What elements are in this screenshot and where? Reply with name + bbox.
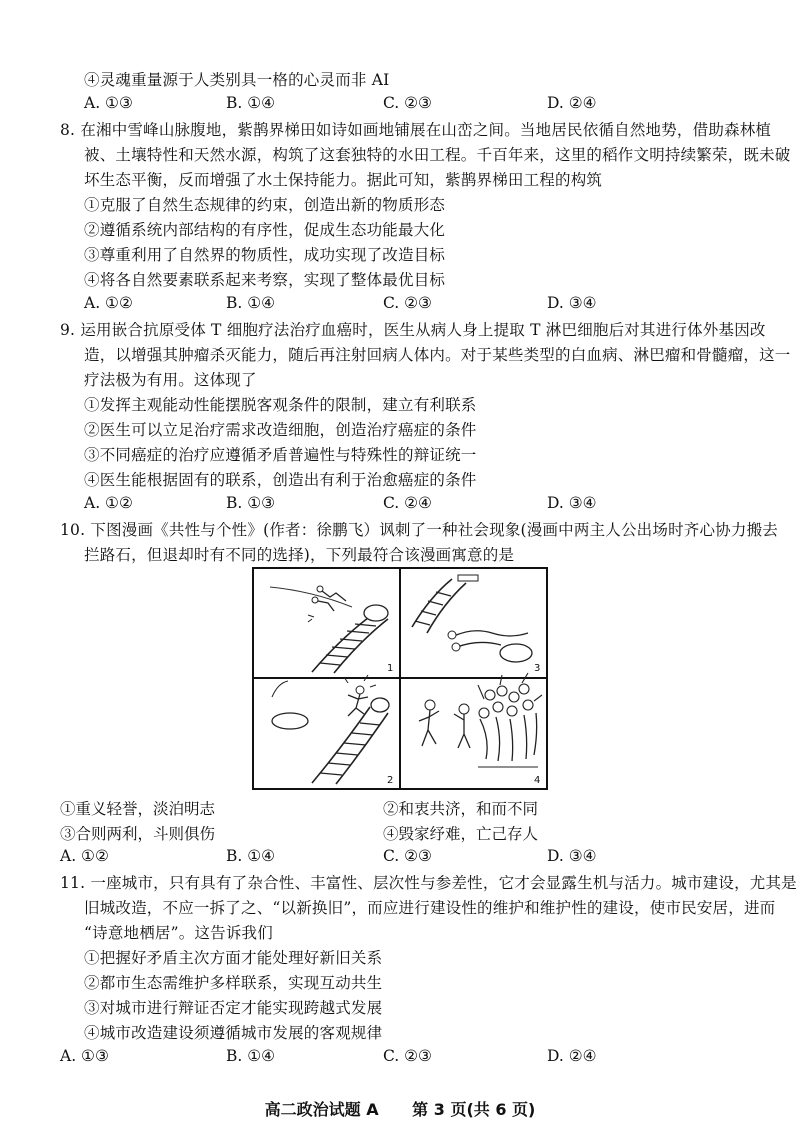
q10-option-4: ④毁家纾难，亡己存人 [383,825,539,843]
q8-choice-c: C. ②③ [383,294,432,312]
q9-option-1: ①发挥主观能动性能摆脱客观条件的限制，建立有利联系 [84,396,477,414]
q10-option-3: ③合则两利，斗则俱伤 [60,825,216,843]
comic-strip [252,567,548,790]
q10-choices [0,847,800,869]
q8-choice-b: B. ①④ [226,294,276,312]
q9-choice-a: A. ①② [84,494,133,512]
q11-stem-line-3: “诗意地栖居”。这告诉我们 [84,924,273,942]
q9-option-3: ③不同癌症的治疗应遵循矛盾普遍性与特殊性的辩证统一 [84,446,477,464]
q11-stem-line-2: 旧城改造，不应一拆了之、“以新换旧”，而应进行建设性的维护和维护性的建设，使市民安居，进而 [84,899,776,917]
q11-choices [0,1047,800,1069]
q8-option-3: ③尊重利用了自然界的物质性，成功实现了改造目标 [84,246,446,264]
page-footer [0,1097,800,1120]
q7-choice-d: D. ②④ [547,94,597,112]
q10-choice-c: C. ②③ [383,847,432,865]
q9-option-4: ④医生能根据固有的联系，创造出有利于治愈癌症的条件 [84,471,477,489]
q11-choice-a: A. ①③ [60,1047,109,1065]
q11-option-1: ①把握好矛盾主次方面才能处理好新旧关系 [84,949,383,967]
q9-stem-line-1: 9. 运用嵌合抗原受体 T 细胞疗法治疗血癌时，医生从病人身上提取 T 淋巴细胞后对其进行体外基因改 [60,321,766,339]
q9-stem-line-2: 造，以增强其肿瘤杀灭能力，随后再注射回病人体内。对于某些类型的白血病、淋巴瘤和骨髓瘤，这一 [84,346,791,364]
footer-title: 高二政治试题 A [264,1100,379,1119]
q9-option-2: ②医生可以立足治疗需求改造细胞，创造治疗癌症的条件 [84,421,477,439]
q11-stem-line-1: 11. 一座城市，只有具有了杂合性、丰富性、层次性与参差性，它才会显露生机与活力。城市建设，尤其是 [60,874,797,892]
comic-panel-number-3: 3 [534,663,541,674]
q8-choice-a: A. ①② [84,294,133,312]
q9-choice-d: D. ③④ [547,494,597,512]
q8-stem-line-3: 坏生态平衡，反而增强了水土保持能力。据此可知，紫鹊界梯田工程的构筑 [84,171,603,189]
q9-choices [0,494,800,516]
comic-panel-number-4: 4 [534,775,541,786]
comic-panel-number-2: 2 [387,775,394,786]
q11-choice-d: D. ②④ [547,1047,597,1065]
q7-choice-a: A. ①③ [84,94,133,112]
q10-choice-a: A. ①② [60,847,109,865]
q10-stem-line-1: 10. 下图漫画《共性与个性》(作者：徐鹏飞）讽刺了一种社会现象(漫画中两主人公出场时齐心协力搬去 [60,521,778,539]
q10-stem-line-2: 拦路石，但退却时有不同的选择)，下列最符合该漫画寓意的是 [84,546,515,564]
q8-choices [0,294,800,316]
q8-stem-line-1: 8. 在湘中雪峰山脉腹地，紫鹊界梯田如诗如画地铺展在山峦之间。当地居民依循自然地势，借助森林植 [60,121,772,139]
q7-choices [0,94,800,116]
q10-options-row-1 [0,797,800,819]
q9-choice-b: B. ①③ [226,494,276,512]
q10-choice-d: D. ③④ [547,847,597,865]
q7-statement-4: ④灵魂重量源于人类别具一格的心灵而非 AI [84,71,390,89]
q9-choice-c: C. ②④ [383,494,432,512]
q8-option-2: ②遵循系统内部结构的有序性，促成生态功能最大化 [84,221,446,239]
q10-choice-b: B. ①④ [226,847,276,865]
q11-option-4: ④城市改造建设须遵循城市发展的客观规律 [84,1024,383,1042]
q8-stem-line-2: 被、土壤特性和天然水源，构筑了这套独特的水田工程。千百年来，这里的稻作文明持续繁荣，既未破 [84,146,791,164]
footer-page-number: 第 3 页(共 6 页) [412,1100,536,1119]
comic-panel-number-1: 1 [387,663,394,674]
q10-option-1: ①重义轻誉，淡泊明志 [60,800,216,818]
q8-option-4: ④将各自然要素联系起来考察，实现了整体最优目标 [84,271,446,289]
q11-choice-b: B. ①④ [226,1047,276,1065]
q8-choice-d: D. ③④ [547,294,597,312]
q11-option-3: ③对城市进行辩证否定才能实现跨越式发展 [84,999,383,1017]
q10-options-row-2 [0,822,800,844]
q11-option-2: ②都市生态需维护多样联系，实现互动共生 [84,974,383,992]
q10-option-2: ②和衷共济，和而不同 [383,800,539,818]
q9-stem-line-3: 疗法极为有用。这体现了 [84,371,257,389]
q8-option-1: ①克服了自然生态规律的约束，创造出新的物质形态 [84,196,446,214]
q7-choice-b: B. ①④ [226,94,276,112]
q7-choice-c: C. ②③ [383,94,432,112]
q11-choice-c: C. ②③ [383,1047,432,1065]
